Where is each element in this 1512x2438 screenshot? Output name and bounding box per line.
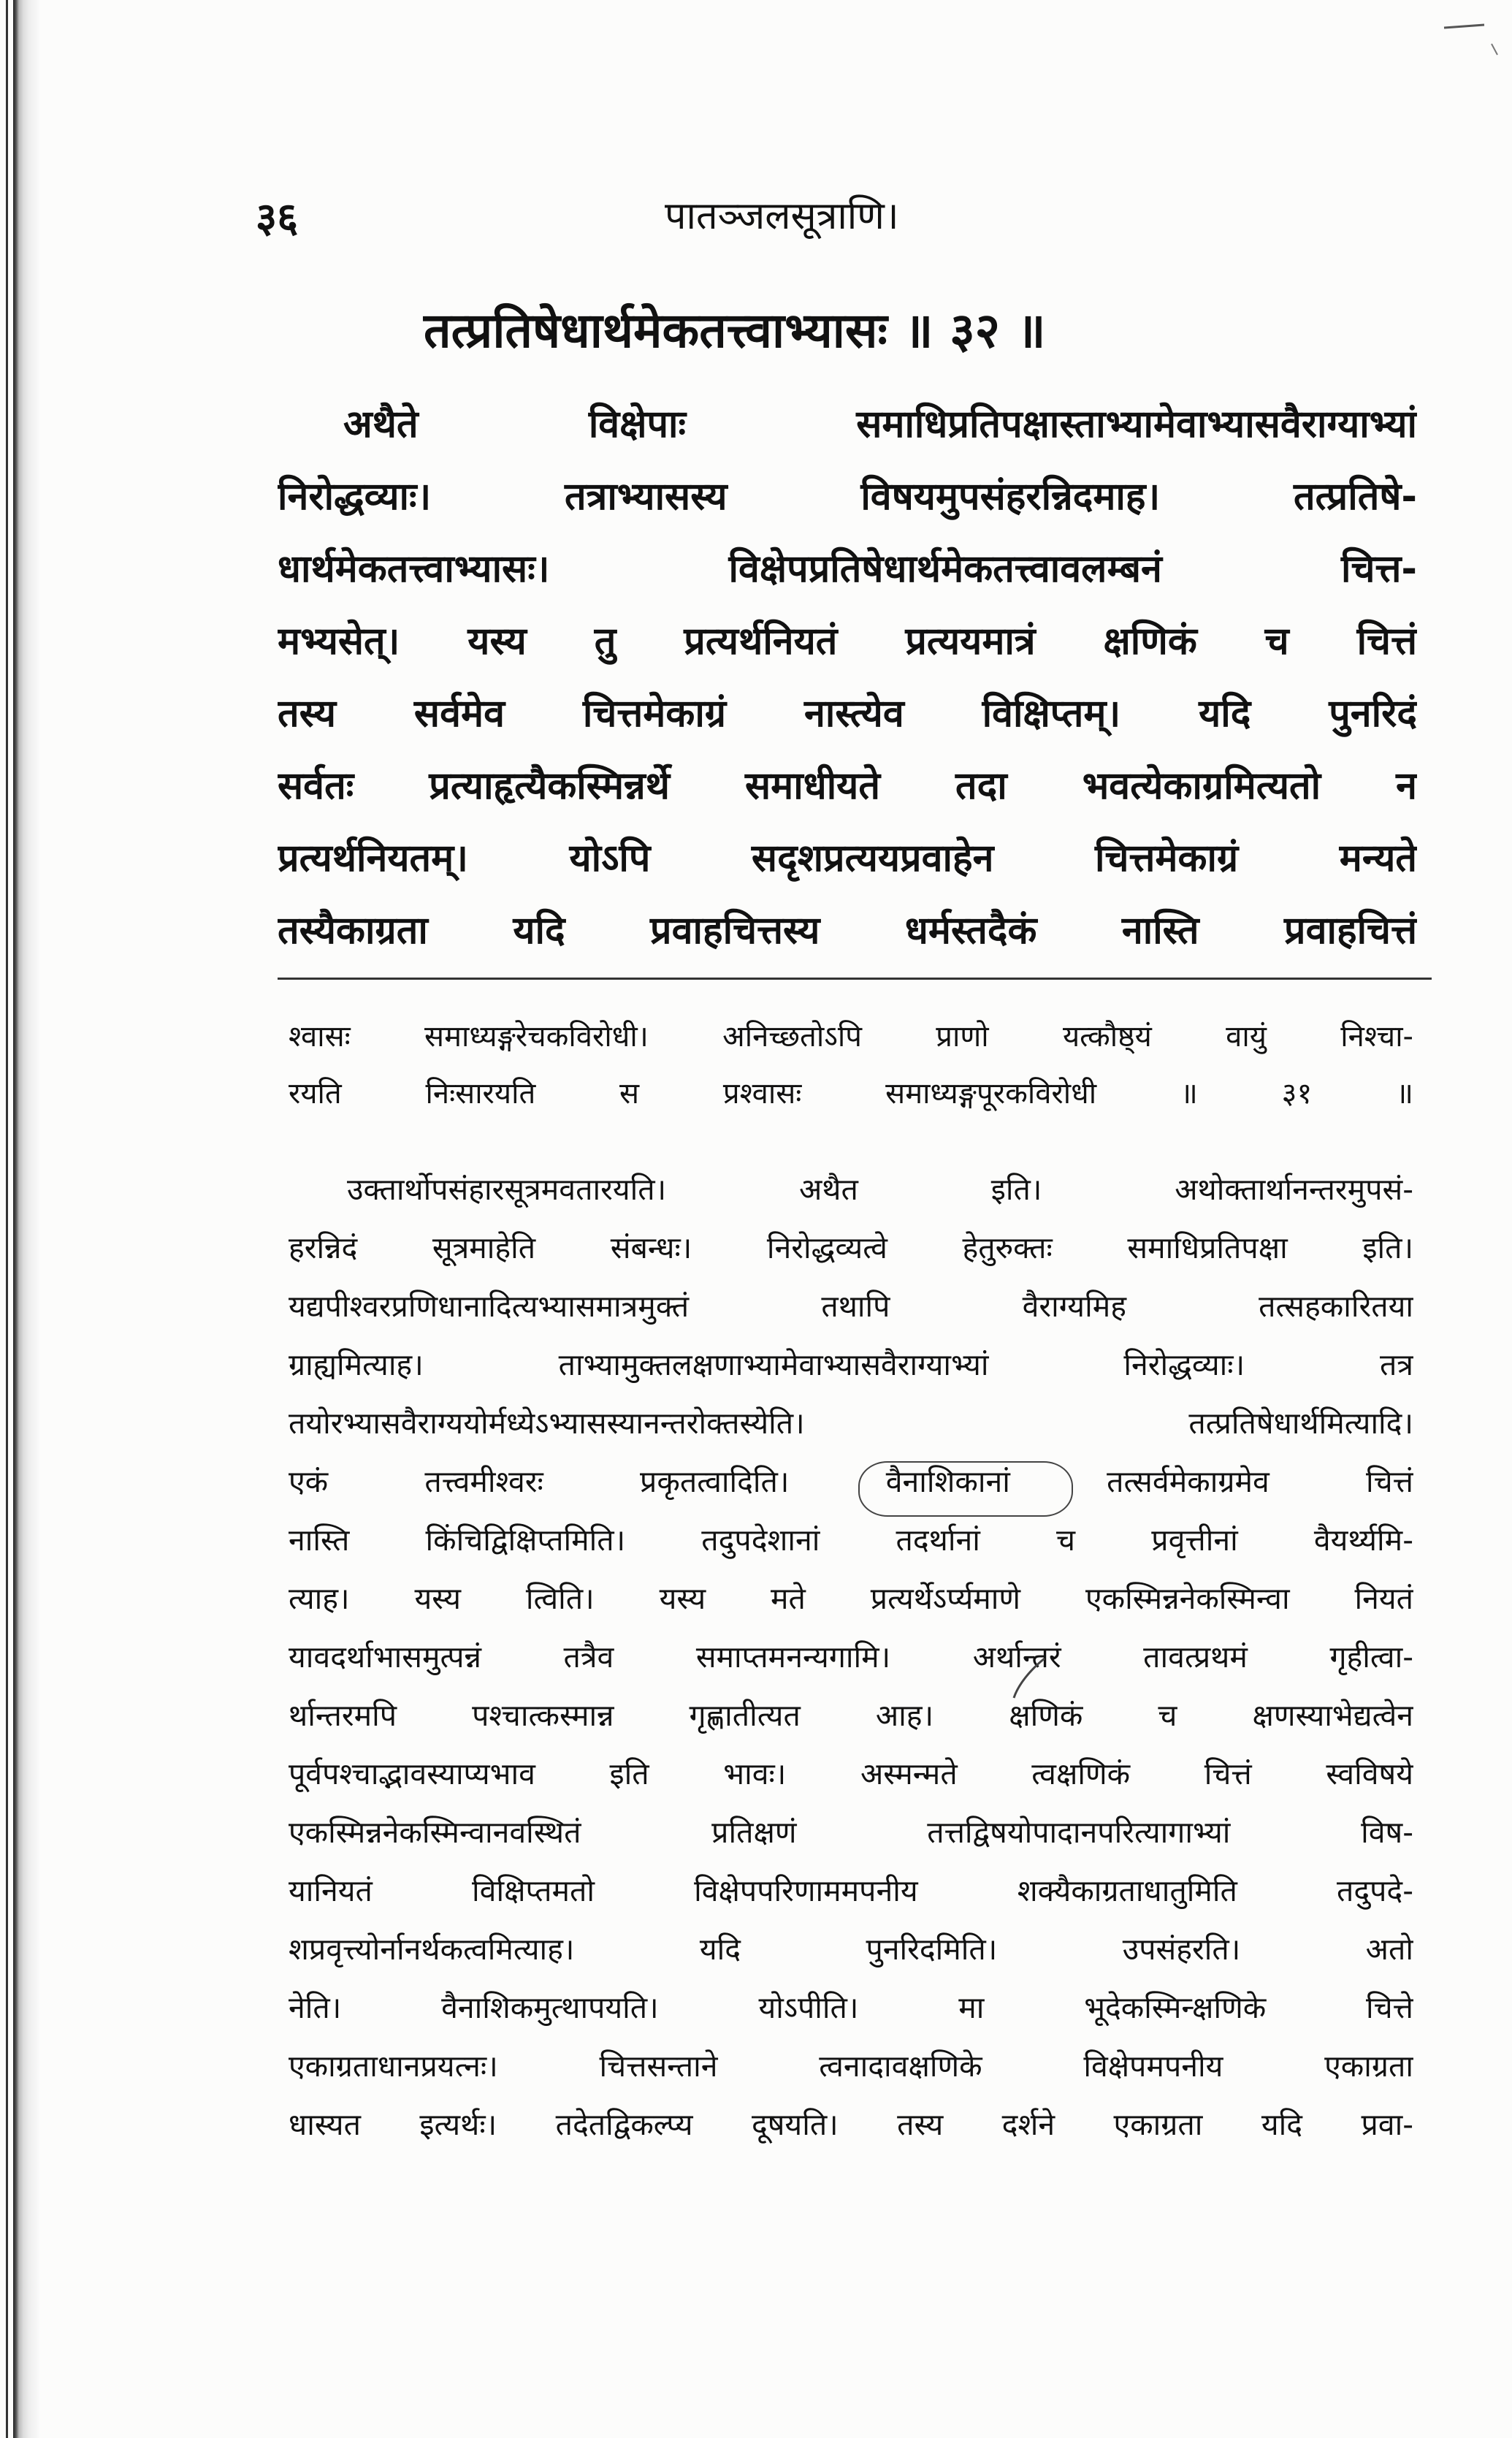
page-header <box>256 188 1402 247</box>
bhashya-commentary <box>278 389 1417 967</box>
handwritten-slash-annotation <box>1008 1656 1052 1701</box>
commentary-line: प्रत्यर्थनियतम्। योऽपि सदृशप्रत्ययप्रवाहेन चित्तमेकाग्रं मन्यते <box>278 837 1417 880</box>
footnote-line: रयति निःसारयति स प्रश्वासः समाध्यङ्गपूरकविरोधी ॥ ३१ ॥ <box>289 1077 1413 1111</box>
binding-edge-line <box>6 0 8 2438</box>
commentary-line: सर्वतः प्रत्याहृत्यैकस्मिन्नर्थे समाधीयते तदा भवत्येकाग्रमित्यतो न <box>278 764 1417 808</box>
gloss-line: तयोरभ्यासवैराग्ययोर्मध्येऽभ्यासस्यानन्तरोक्तस्येति। तत्प्रतिषेधार्थमित्यादि। <box>289 1406 1413 1441</box>
commentary-line: तस्यैकाग्रता यदि प्रवाहचित्तस्य धर्मस्तदैकं नास्ति प्रवाहचित्तं <box>278 909 1417 953</box>
section-divider <box>278 978 1432 980</box>
footnote-block <box>289 1008 1413 1122</box>
gloss-line: हरन्निदं सूत्रमाहेति संबन्धः। निरोद्धव्यत्वे हेतुरुक्तः समाधिप्रतिपक्षा इति। <box>289 1230 1413 1265</box>
gloss-commentary <box>289 1160 1413 2154</box>
page-number: ३६ <box>256 194 299 242</box>
book-gutter-shadow <box>13 0 39 2438</box>
gloss-line: ग्राह्यमित्याह। ताभ्यामुक्तलक्षणाभ्यामेवाभ्यासवैराग्याभ्यां निरोद्धव्याः। तत्र <box>289 1347 1413 1382</box>
gloss-line: धास्यत इत्यर्थः। तदेतद्विकल्प्य दूषयति। तस्य दर्शने एकाग्रता यदि प्रवा- <box>289 2107 1413 2142</box>
commentary-line: अथैते विक्षेपाः समाधिप्रतिपक्षास्ताभ्यामेवाभ्यासवैराग्याभ्यां <box>343 403 1417 446</box>
gloss-line: एकाग्रताधानप्रयत्नः। चित्तसन्ताने त्वनादावक्षणिके विक्षेपमपनीय एकाग्रता <box>289 2049 1413 2084</box>
gloss-line: यद्यपीश्वरप्रणिधानादित्यभ्यासमात्रमुक्तं तथापि वैराग्यमिह तत्सहकारितया <box>289 1289 1413 1324</box>
running-title: पातञ्जलसूत्राणि। <box>665 194 899 238</box>
commentary-line: मभ्यसेत्। यस्य तु प्रत्यर्थनियतं प्रत्ययमात्रं क्षणिकं च चित्तं <box>278 620 1417 663</box>
gloss-line: यानियतं विक्षिप्तमतो विक्षेपपरिणाममपनीय शक्यैकाग्रताधातुमिति तदुपदे- <box>289 1873 1413 1908</box>
sutra-heading: तत्प्रतिषेधार्थमेकतत्त्वाभ्यासः ॥ ३२ ॥ <box>424 302 1046 359</box>
gloss-line: नेति। वैनाशिकमुत्थापयति। योऽपीति। मा भूदेकस्मिन्क्षणिके चित्ते <box>289 1990 1413 2025</box>
gloss-line: एकं तत्त्वमीश्वरः प्रकृतत्वादिति। वैनाशिकानां तत्सर्वमेकाग्रमेव चित्तं <box>289 1464 1413 1499</box>
gloss-line: यावदर्थाभासमुत्पन्नं तत्रैव समाप्तमनन्यगामि। अर्थान्तरं तावत्प्रथमं गृहीत्वा- <box>289 1639 1413 1675</box>
corner-scratch-mark <box>1440 15 1506 58</box>
handwritten-circle-annotation <box>858 1461 1073 1517</box>
footnote-line: श्वासः समाध्यङ्गरेचकविरोधी। अनिच्छतोऽपि प्राणो यत्कौष्ठ्यं वायुं निश्चा- <box>289 1020 1413 1054</box>
gloss-line: उक्तार्थोपसंहारसूत्रमवतारयति। अथैत इति। अथोक्तार्थानन्तरमुपसं- <box>347 1172 1413 1207</box>
gloss-line: पूर्वपश्चाद्भावस्याप्यभाव इति भावः। अस्मन्मते त्वक्षणिकं चित्तं स्वविषये <box>289 1756 1413 1791</box>
commentary-line: निरोद्धव्याः। तत्राभ्यासस्य विषयमुपसंहरन्निदमाह। तत्प्रतिषे- <box>278 475 1417 519</box>
gloss-line: त्याह। यस्य त्विति। यस्य मते प्रत्यर्थेऽर्प्यमाणे एकस्मिन्ननेकस्मिन्वा नियतं <box>289 1581 1413 1616</box>
gloss-line: शप्रवृत्त्योर्नानर्थकत्वमित्याह। यदि पुनरिदमिति। उपसंहरति। अतो <box>289 1932 1413 1967</box>
commentary-line: धार्थमेकतत्त्वाभ्यासः। विक्षेपप्रतिषेधार्थमेकतत्त्वावलम्बनं चित्त- <box>278 547 1417 591</box>
commentary-line: तस्य सर्वमेव चित्तमेकाग्रं नास्त्येव विक्षिप्तम्। यदि पुनरिदं <box>278 692 1417 736</box>
gloss-line: नास्ति किंचिद्विक्षिप्तमिति। तदुपदेशानां तदर्थानां च प्रवृत्तीनां वैयर्थ्यमि- <box>289 1523 1413 1558</box>
gloss-line: एकस्मिन्ननेकस्मिन्वानवस्थितं प्रतिक्षणं तत्तद्विषयोपादानपरित्यागाभ्यां विष- <box>289 1815 1413 1850</box>
gloss-line: र्थान्तरमपि पश्चात्कस्मान्न गृह्णातीत्यत आह। क्षणिकं च क्षणस्याभेद्यत्वेन <box>289 1698 1413 1733</box>
